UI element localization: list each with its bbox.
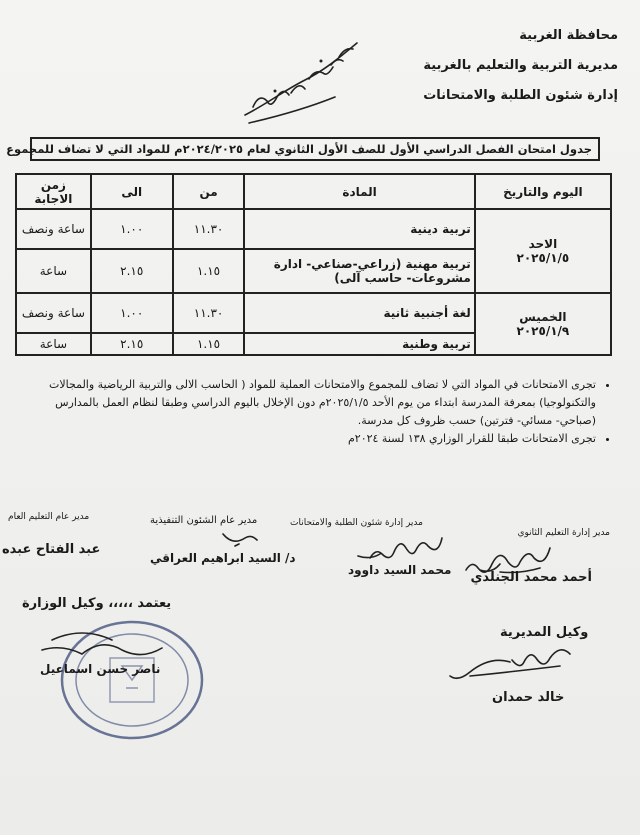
- header-from: من: [173, 174, 245, 209]
- handwritten-note: [235, 35, 365, 125]
- day-date: ٢٠٢٥/١/٩: [516, 324, 570, 338]
- header-to: الى: [91, 174, 173, 209]
- subject-cell: لغة أجنبية ثانية: [244, 293, 474, 333]
- note-item: • تجرى الامتحانات في المواد التي لا تضاف للمجموع والامتحانات العملية للمواد ( الحاسب الالى والتربية الرياضية والمجالات والتكنولوجيا) بمعرفة المدرسة ابتداء من يوم الأحد ٢٠٢٥/١/٥م دون الإخلال باليوم الدراسي وطبقا لنظام العمل بالمدارس (صباحي- مسائي- فترتين) حسب ظروف كل مدرسة.: [40, 376, 596, 430]
- directorate-line: مديرية التربية والتعليم بالغربية: [423, 58, 618, 73]
- signature-name: عبد الفتاح عبده: [2, 542, 101, 557]
- day-cell: [475, 293, 611, 355]
- signature-name: أحمد محمد الجنلدي: [470, 570, 592, 585]
- notes-section: [40, 376, 610, 448]
- table-header-row: [16, 174, 611, 209]
- header-day: اليوم والتاريخ: [475, 174, 611, 209]
- table-row: [16, 293, 611, 333]
- signature-name: محمد السيد داوود: [348, 563, 452, 577]
- to-cell: ١.٠٠: [91, 293, 173, 333]
- day-name: الخميس: [519, 310, 567, 324]
- deputy-name: خالد حمدان: [492, 690, 565, 705]
- approval-name: ناصر حسن اسماعيل: [40, 662, 161, 676]
- day-cell: [475, 209, 611, 293]
- to-cell: ٢.١٥: [91, 249, 173, 293]
- header-duration: زمن الاجابة: [16, 174, 91, 209]
- duration-cell: ساعة ونصف: [16, 209, 91, 249]
- signature-title: مدير إدارة شئون الطلبة والامتحانات: [290, 518, 423, 528]
- subject-cell: تربية دينية: [244, 209, 474, 249]
- handwritten-signature: [215, 528, 265, 552]
- from-cell: ١١.٣٠: [173, 209, 245, 249]
- to-cell: ١.٠٠: [91, 209, 173, 249]
- duration-cell: ساعة: [16, 249, 91, 293]
- day-date: ٢٠٢٥/١/٥: [516, 251, 570, 265]
- governorate-line: محافظة الغربية: [519, 28, 618, 43]
- subject-cell: تربية مهنية (زراعي-صناعي- ادارة مشروعات- حاسب آلى): [244, 249, 474, 293]
- note-item: • تجرى الامتحانات طبقا للقرار الوزاري ١٣٨ لسنة ٢٠٢٤م: [40, 430, 596, 448]
- from-cell: ١.١٥: [173, 333, 245, 355]
- subject-cell: تربية وطنية: [244, 333, 474, 355]
- table-row: [16, 209, 611, 249]
- signature-title: مدير عام الشئون التنفيذية: [150, 515, 258, 526]
- schedule-title: جدول امتحان الفصل الدراسي الأول للصف الأول الثانوي لعام ٢٠٢٤/٢٠٢٥م للمواد التي لا تضاف للمجموع: [30, 137, 600, 161]
- approval-label: يعتمد ،،،،، وكيل الوزارة: [22, 596, 172, 611]
- day-name: الاحد: [528, 237, 558, 251]
- from-cell: ١١.٣٠: [173, 293, 245, 333]
- handwritten-signature: [350, 530, 450, 566]
- duration-cell: ساعة: [16, 333, 91, 355]
- deputy-title: وكيل المديرية: [500, 625, 589, 640]
- from-cell: ١.١٥: [173, 249, 245, 293]
- exam-schedule-table: [15, 173, 612, 356]
- handwritten-signature: [440, 640, 580, 690]
- duration-cell: ساعة ونصف: [16, 293, 91, 333]
- department-line: إدارة شئون الطلبة والامتحانات: [423, 88, 618, 103]
- signature-name: د/ السيد ابراهيم العراقي: [150, 551, 296, 565]
- header-subject: المادة: [244, 174, 474, 209]
- signature-title: مدير إدارة التعليم الثانوي: [517, 528, 610, 538]
- to-cell: ٢.١٥: [91, 333, 173, 355]
- signature-title: مدير عام التعليم العام: [8, 512, 90, 522]
